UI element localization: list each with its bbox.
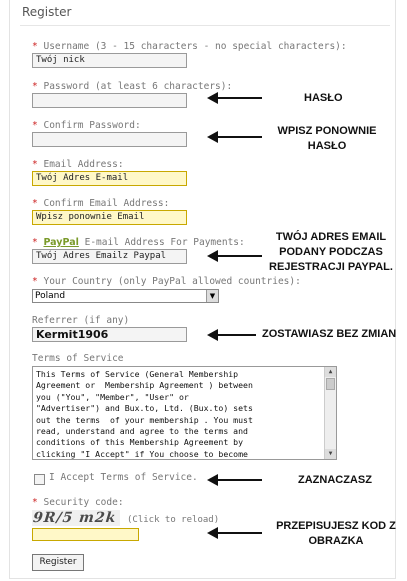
arrow-left-icon xyxy=(206,527,264,539)
arrow-left-icon xyxy=(206,92,264,104)
accept-tos-checkbox[interactable] xyxy=(34,474,45,485)
register-button[interactable]: Register xyxy=(32,554,84,571)
username-input[interactable]: Twój nick xyxy=(32,53,187,68)
captcha-text: 9R/5 m2k xyxy=(32,510,118,526)
email-label: * Email Address: xyxy=(32,159,124,170)
tos-text: This Terms of Service (General Membership Agreement or Membership Agreement ) between you ("You", "Member", "User" or "Advertiser") and Bux.to, Ltd. (Bux.to) sets out the terms of your membership . You must read, understand and agree to the terms and conditions of this Membership Agreement by clicking "I Accept" if You choose to become xyxy=(36,369,253,459)
referrer-input[interactable]: Kermit1906 xyxy=(32,327,187,342)
arrow-left-icon xyxy=(206,329,258,341)
captcha-image[interactable] xyxy=(32,510,120,526)
tos-scrollbar[interactable] xyxy=(324,367,336,459)
note-referrer: ZOSTAWIASZ BEZ ZMIAN xyxy=(262,328,397,340)
password-label: * Password (at least 6 characters): xyxy=(32,81,233,92)
referrer-label: Referrer (if any) xyxy=(32,315,130,326)
arrow-left-icon xyxy=(206,250,264,262)
accept-tos-label[interactable]: I Accept Terms of Service. xyxy=(49,472,198,483)
scroll-up-icon[interactable]: ▲ xyxy=(325,367,336,377)
paypal-link[interactable]: PayPal xyxy=(43,237,79,248)
email-input[interactable]: Twój Adres E-mail xyxy=(32,171,187,186)
country-label: * Your Country (only PayPal allowed countries): xyxy=(32,276,301,287)
confirm-password-input[interactable] xyxy=(32,132,187,147)
confirm-email-input[interactable]: Wpisz ponownie Email xyxy=(32,210,187,225)
security-code-input[interactable] xyxy=(32,528,139,541)
scroll-down-icon[interactable]: ▼ xyxy=(325,449,336,459)
captcha-reload-link[interactable]: (Click to reload) xyxy=(127,515,220,525)
paypal-email-input[interactable]: Twój Adres Emailz Paypal xyxy=(32,249,187,264)
username-label: * Username (3 - 15 characters - no special characters): xyxy=(32,41,347,52)
confirm-email-label: * Confirm Email Address: xyxy=(32,198,170,209)
password-input[interactable] xyxy=(32,93,187,108)
title-divider xyxy=(20,25,390,26)
country-select[interactable] xyxy=(32,289,219,303)
chevron-down-icon[interactable]: ▼ xyxy=(206,290,218,302)
security-code-label: * Security code: xyxy=(32,497,124,508)
note-captcha: PRZEPISUJESZ KOD Z OBRAZKA xyxy=(276,520,396,547)
scroll-thumb[interactable] xyxy=(326,378,335,390)
note-wpisz-ponownie: WPISZ PONOWNIE HASŁO xyxy=(277,125,377,152)
country-selected-value: Poland xyxy=(35,291,66,301)
note-paypal-email: TWÓJ ADRES EMAIL PODANY PODCZAS REJESTRACJI PAYPAL. xyxy=(269,231,393,273)
tos-label: Terms of Service xyxy=(32,353,124,364)
page-title: Register xyxy=(22,5,72,19)
note-checkbox: ZAZNACZASZ xyxy=(298,474,372,486)
confirm-password-label: * Confirm Password: xyxy=(32,120,141,131)
paypal-email-label: * PayPal E-mail Address For Payments: xyxy=(32,237,245,248)
arrow-left-icon xyxy=(206,474,264,486)
arrow-left-icon xyxy=(206,131,264,143)
tos-textarea[interactable] xyxy=(32,366,337,460)
note-haslo: HASŁO xyxy=(304,92,343,104)
